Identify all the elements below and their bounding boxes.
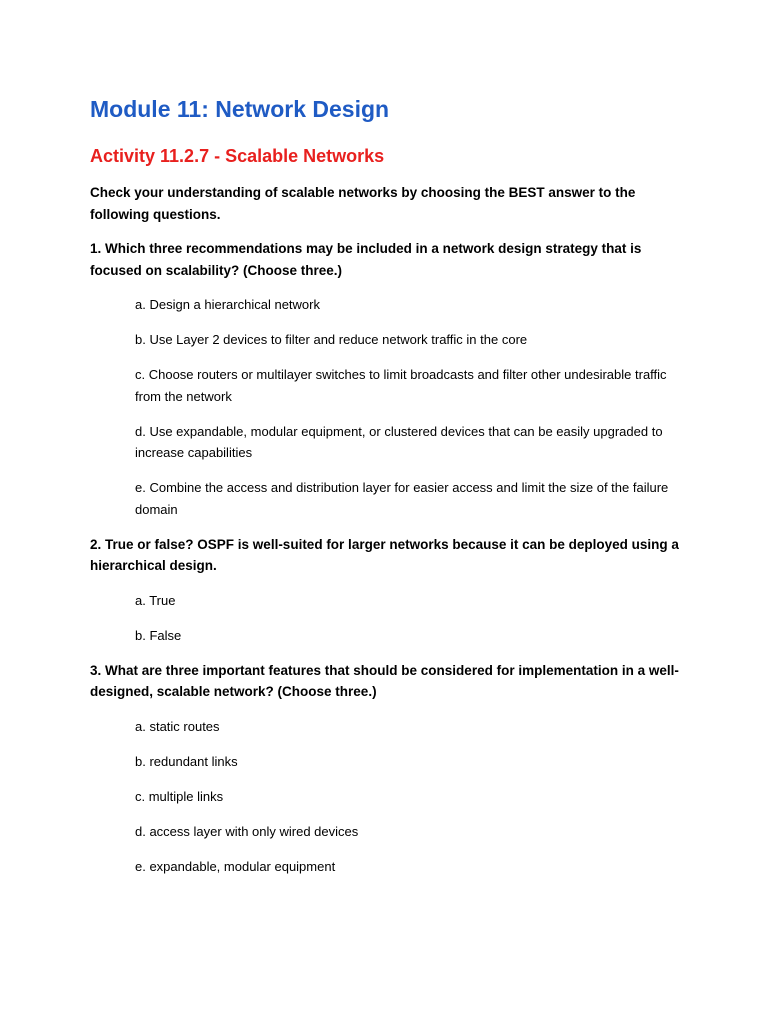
question-3-options: [135, 716, 688, 878]
question-3-option-d: d. access layer with only wired devices: [135, 823, 359, 839]
intro-text: Check your understanding of scalable networks by choosing the BEST answer to the following questions.: [90, 185, 636, 222]
module-title: Module 11: Network Design: [90, 96, 390, 122]
question-1: [90, 238, 688, 520]
activity-title: Activity 11.2.7 - Scalable Networks: [90, 146, 385, 166]
question-1-option-d: d. Use expandable, modular equipment, or clustered devices that can be easily upgraded to increase capabilities: [135, 423, 663, 460]
question-1-option-a: a. Design a hierarchical network: [135, 297, 320, 312]
question-2-option-b: b. False: [135, 627, 182, 643]
question-3-option-e: e. expandable, modular equipment: [135, 858, 336, 874]
question-2-text: 2. True or false? OSPF is well-suited for larger networks because it can be deployed using a hierarchical design.: [90, 536, 679, 573]
question-1-option-c: c. Choose routers or multilayer switches to limit broadcasts and filter other undesirable traffic from the network: [135, 367, 667, 404]
question-2: [90, 534, 688, 647]
question-3-option-a: a. static routes: [135, 718, 220, 734]
question-3-text: 3. What are three important features that should be considered for implementation in a well-designed, scalable network? (Choose three.): [90, 662, 679, 699]
question-3-option-c: c. multiple links: [135, 788, 224, 804]
question-3: [90, 660, 688, 878]
question-1-text: 1. Which three recommendations may be included in a network design strategy that is focused on scalability? (Choose three.): [90, 241, 642, 278]
question-2-options: [135, 590, 688, 647]
question-1-options: [135, 294, 688, 520]
question-1-option-e: e. Combine the access and distribution layer for easier access and limit the size of the failure domain: [135, 480, 669, 517]
question-2-option-a: a. True: [135, 592, 176, 608]
question-1-option-b: b. Use Layer 2 devices to filter and reduce network traffic in the core: [135, 332, 528, 347]
question-3-option-b: b. redundant links: [135, 753, 238, 769]
